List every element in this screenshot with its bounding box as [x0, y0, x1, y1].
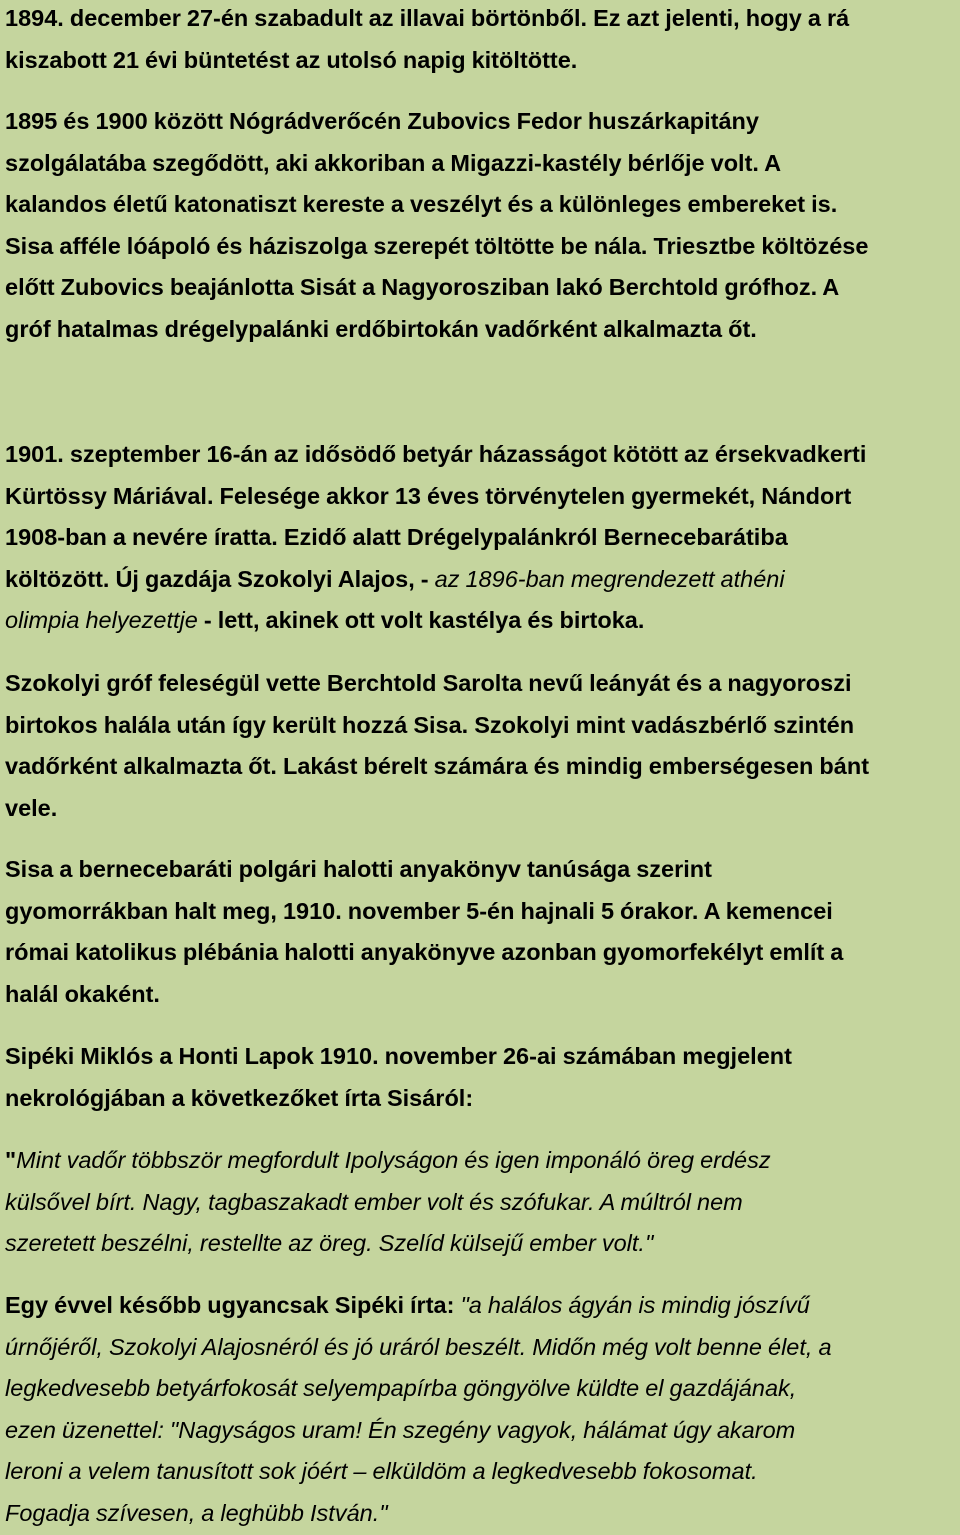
- p2-line3: kalandos életű katonatiszt kereste a veszélyt és a különleges embereket is.: [5, 191, 838, 218]
- p3-line2: Kürtössy Máriával. Felesége akkor 13 éves törvénytelen gyermekét, Nándort: [5, 482, 852, 509]
- p6-line2: nekrológjában a következőket írta Sisáról:: [5, 1084, 474, 1111]
- paragraph-szokolyi-count: [5, 663, 957, 829]
- paragraph-sipeki-obituary: [5, 1036, 957, 1119]
- p1-line1: 1894. december 27-én szabadult az illavai börtönből. Ez azt jelenti, hogy a rá: [5, 5, 850, 31]
- p5-line4: halál okaként.: [5, 980, 160, 1007]
- p2-line5: előtt Zubovics beajánlotta Sisát a Nagyorosziban lakó Berchtold grófhoz. A: [5, 274, 840, 301]
- paragraph-marriage-1901: [5, 434, 957, 642]
- p8-line6-italic: Fogadja szívesen, a leghübb István.": [5, 1499, 388, 1526]
- p4-line4: vele.: [5, 794, 58, 821]
- p3-line5: - lett, akinek ott volt kastélya és birtoka.: [197, 607, 645, 634]
- p2-line2: szolgálatába szegődött, aki akkoriban a Migazzi-kastély bérlője volt. A: [5, 149, 782, 176]
- p4-line2: birtokos halála után így került hozzá Sisa. Szokolyi mint vadászbérlő szintén: [5, 711, 855, 738]
- p4-line3: vadőrként alkalmazta őt. Lakást bérelt számára és mindig emberségesen bánt: [5, 753, 870, 780]
- p6-line1: Sipéki Miklós a Honti Lapok 1910. november 26-ai számában megjelent: [5, 1043, 792, 1069]
- p5-line1: Sisa a bernecebaráti polgári halotti anyakönyv tanúsága szerint: [5, 856, 712, 882]
- paragraph-death-1910: [5, 849, 957, 1015]
- p4-line1: Szokolyi gróf feleségül vette Berchtold Sarolta nevű leányát és a nagyoroszi: [5, 670, 852, 696]
- p7-line1-italic: Mint vadőr többször megfordult Ipolyságon és igen imponáló öreg erdész: [16, 1147, 771, 1173]
- p8-line3-italic: legkedvesebb betyárfokosát selyempapírba göngyölve küldte el gazdájának,: [5, 1375, 797, 1402]
- paragraph-release-1894: [5, 0, 957, 81]
- p7-quote-mark: ": [5, 1147, 17, 1173]
- paragraph-obituary-quote: [5, 1140, 957, 1265]
- p5-line3: római katolikus plébánia halotti anyakönyve azonban gyomorfekélyt említ a: [5, 939, 844, 966]
- p2-line4: Sisa afféle lóápoló és háziszolga szerepét töltötte be nála. Triesztbe költözése: [5, 232, 869, 259]
- p3-line4-italic: az 1896-ban megrendezett athéni: [434, 565, 785, 592]
- paragraph-sipeki-later: [5, 1285, 957, 1535]
- p3-line1: 1901. szeptember 16-án az idősödő betyár házasságot kötött az érsekvadkerti: [5, 441, 867, 467]
- p7-line2-italic: külsővel bírt. Nagy, tagbaszakadt ember volt és szófukar. A múltról nem: [5, 1188, 743, 1215]
- p3-line3: 1908-ban a nevére íratta. Ezidő alatt Drégelypalánkról Bernecebarátiba: [5, 524, 788, 551]
- p7-line3-italic: szeretett beszélni, restellte az öreg. Szelíd külsejű ember volt.": [5, 1230, 654, 1257]
- paragraph-zubovics-1895: [5, 101, 957, 351]
- p8-line4-italic: ezen üzenettel: "Nagyságos uram! Én szegény vagyok, hálámat úgy akarom: [5, 1416, 796, 1443]
- p5-line2: gyomorrákban halt meg, 1910. november 5-én hajnali 5 órakor. A kemencei: [5, 897, 833, 924]
- p8-line1: Egy évvel később ugyancsak Sipéki írta:: [5, 1292, 461, 1318]
- p3-line5-italic: olimpia helyezettje: [5, 607, 198, 634]
- p8-line2-italic: úrnőjéről, Szokolyi Alajosnéról és jó uráról beszélt. Midőn még volt benne élet, a: [5, 1333, 832, 1360]
- p2-line6: gróf hatalmas drégelypalánki erdőbirtokán vadőrként alkalmazta őt.: [5, 315, 757, 342]
- p3-line4: költözött. Új gazdája Szokolyi Alajos, -: [5, 565, 435, 592]
- p8-line1-italic: "a halálos ágyán is mindig jószívű: [460, 1292, 810, 1318]
- p1-line2: kiszabott 21 évi büntetést az utolsó napig kitöltötte.: [5, 46, 578, 73]
- p2-line1: 1895 és 1900 között Nógrádverőcén Zubovics Fedor huszárkapitány: [5, 108, 759, 134]
- p8-line5-italic: leroni a velem tanusított sok jóért – elküldöm a legkedvesebb fokosomat.: [5, 1458, 758, 1485]
